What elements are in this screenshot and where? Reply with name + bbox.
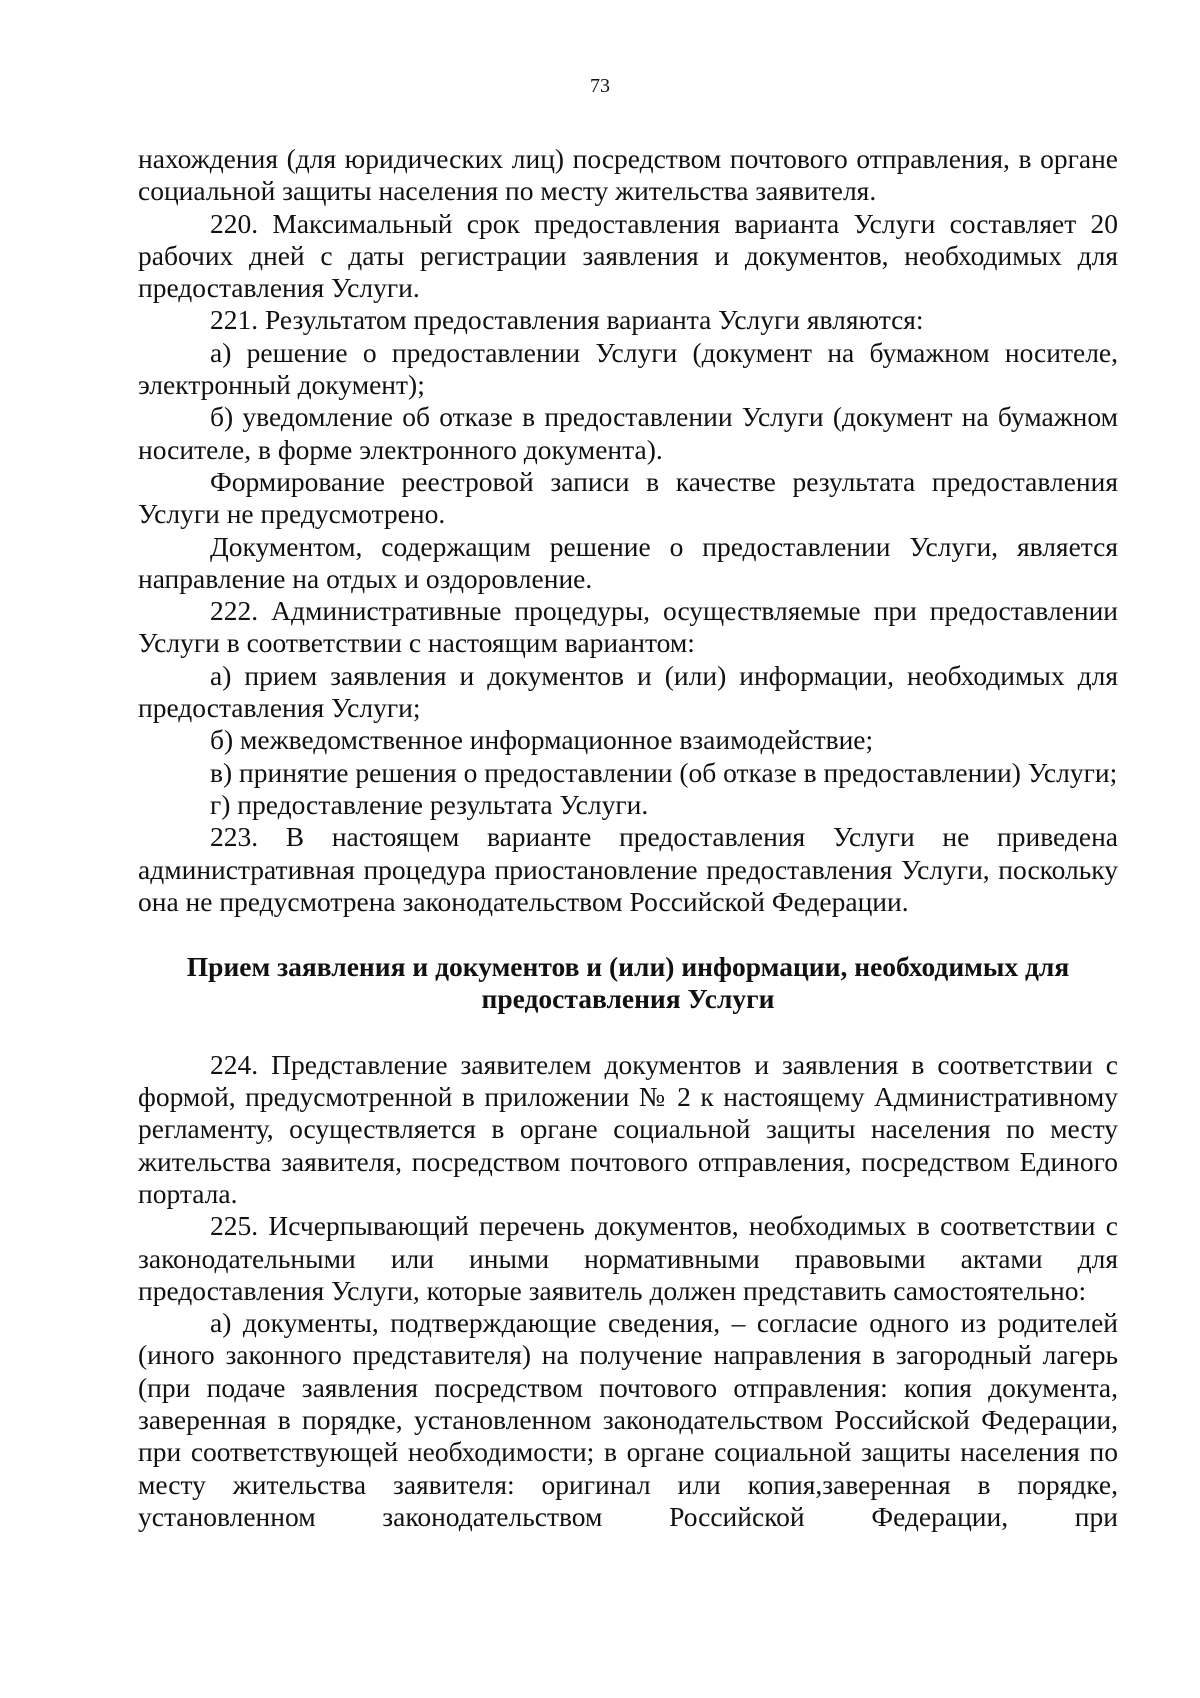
paragraph-decision-document: Документом, содержащим решение о предоставлении Услуги, является направление на отдых и оздоровление. (138, 530, 1118, 594)
paragraph-222-b: б) межведомственное информационное взаимодействие; (210, 724, 874, 756)
section-heading: Прием заявления и документов и (или) информации, необходимых для предоставления Услуги (186, 951, 1070, 1015)
document-body (138, 143, 1118, 1533)
paragraph-registry-record: Формирование реестровой записи в качестве результата предоставления Услуги не предусмотрено. (138, 465, 1118, 530)
paragraph-221-b: б) уведомление об отказе в предоставлении Услуги (документ на бумажном носителе, в форме электронного документа). (138, 401, 1118, 465)
paragraph-222-a: а) прием заявления и документов и (или) информации, необходимых для предоставления Услуги; (138, 659, 1118, 724)
paragraph-221-a: а) решение о предоставлении Услуги (документ на бумажном носителе, электронный документ); (138, 336, 1118, 401)
paragraph-continuation: нахождения (для юридических лиц) посредством почтового отправления, в органе социальной защиты населения по месту жительства заявителя. (138, 143, 1118, 207)
paragraph-223: 223. В настоящем варианте предоставления Услуги не приведена административная процедура приостановление предоставления Услуги, поскольку она не предусмотрена законодательством Российской Федерации. (138, 821, 1118, 917)
paragraph-220: 220. Максимальный срок предоставления варианта Услуги составляет 20 рабочих дней с даты регистрации заявления и документов, необходимых для предоставления Услуги. (138, 207, 1118, 304)
paragraph-222: 222. Административные процедуры, осуществляемые при предоставлении Услуги в соответствии с настоящим вариантом: (138, 595, 1118, 659)
page-number: 73 (590, 75, 610, 97)
paragraph-224: 224. Представление заявителем документов и заявления в соответствии с формой, предусмотренной в приложении № 2 к настоящему Административному регламенту, осуществляется в органе социальной защиты населения по месту жительства заявителя, посредством почтового отправления, посредством Единого портала. (138, 1048, 1118, 1209)
paragraph-221: 221. Результатом предоставления варианта Услуги являются: (210, 304, 924, 336)
paragraph-222-v: в) принятие решения о предоставлении (об отказе в предоставлении) Услуги; (210, 756, 1118, 788)
paragraph-225-a: а) документы, подтверждающие сведения, – согласие одного из родителей (иного законного представителя) на получение направления в загородный лагерь (при подаче заявления посредством почтового отправления: копия документа, заверенная в порядке, установленном законодательством Российской Федерации, при соответствующей необходимости; в органе социальной защиты населения по месту жительства заявителя: оригинал или копия,заверенная в порядке, установленном законодательством Российской Федерации, при (138, 1307, 1118, 1532)
paragraph-225: 225. Исчерпывающий перечень документов, необходимых в соответствии с законодательными или иными нормативными правовыми актами для предоставления Услуги, которые заявитель должен представить самостоятельно: (138, 1210, 1118, 1306)
paragraph-222-g: г) предоставление результата Услуги. (210, 788, 649, 820)
